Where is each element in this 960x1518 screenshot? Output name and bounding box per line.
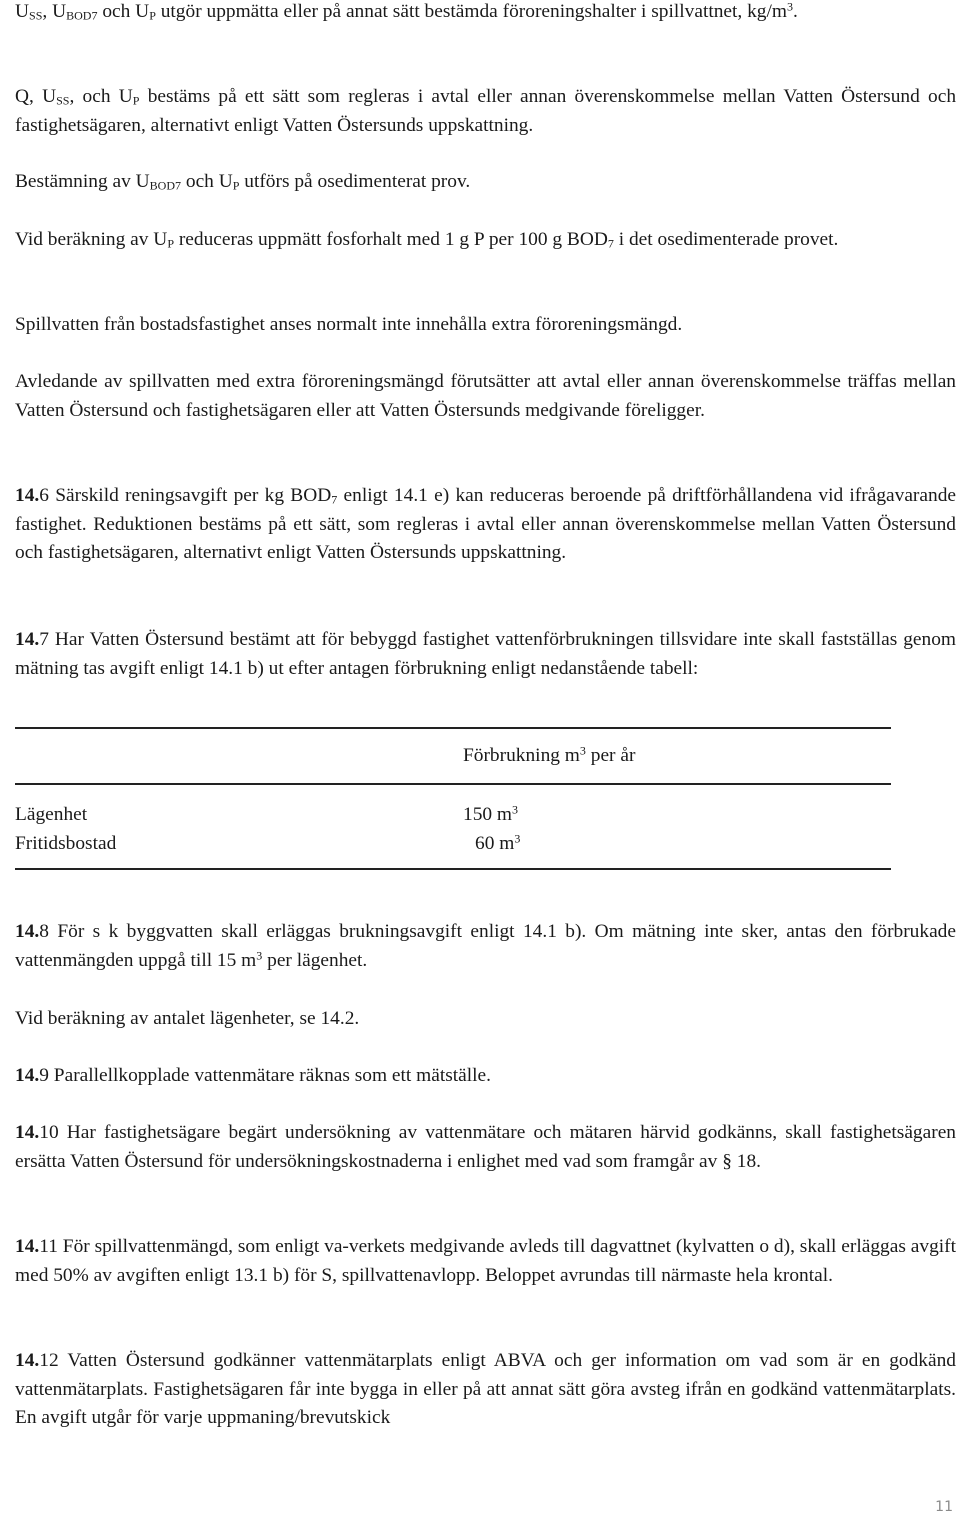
intro-paragraph: $U_{SS}$, $U_{BOD7}$ och $U_P$ utgör uppmätta eller på annat sätt bestämda föroreningshalter i spillvattnet, $kg/m^3$.: [15, 0, 798, 23]
section-14-9: 14.9 Parallellkopplade vattenmätare räknas som ett mätställe.: [15, 1065, 492, 1086]
table-row-label: Fritidsbostad: [15, 833, 117, 854]
paragraph-spillvatten: Spillvatten från bostadsfastighet anses normalt inte innehålla extra föroreningsmängd.: [15, 314, 683, 335]
section-number: 14.: [15, 1065, 40, 1086]
section-14-11: 14.11 För spillvattenmängd, som enligt va-verkets medgivande avleds till dagvattnet (kylvatten o d), skall erläggas avgift med 50% av avgiften enligt 13.1 b) för S, spillvattenavlopp. Beloppet avrundas till närmaste hela krontal.: [15, 1236, 956, 1286]
paragraph-bestamning: Bestämning av $U_{BOD7}$ och $U_P$ utförs på osedimenterat prov.: [15, 171, 471, 193]
section-number: 14.: [15, 921, 40, 942]
section-14-8: 14.8 För s k byggvatten skall erläggas brukningsavgift enligt 14.1 b). Om mätning inte sker, antas den förbrukade vattenmängden uppgå till 15 $m^3$ per lägenhet.: [15, 921, 956, 971]
table-row-value: 150 $m^3$: [463, 802, 519, 825]
paragraph-berakning: Vid beräkning av $U_P$ reduceras uppmätt fosforhalt med 1 g P per 100 g $BOD_7$ i det osedimenterade provet.: [15, 229, 839, 251]
paragraph-q: Q, $U_{SS}$, och $U_P$ bestäms på ett sätt som regleras i avtal eller annan överenskommelse mellan Vatten Östersund och fastighetsägaren, alternativt enligt Vatten Östersunds uppskattning.: [15, 86, 957, 136]
section-14-12: 14.12 Vatten Östersund godkänner vattenmätarplats enligt ABVA och ger information om vad som är en godkänd vattenmätarplats. Fastighetsägaren får inte bygga in eller på att annat sätt göra avsteg ifrån en godkänd vattenmätarplats. En avgift utgår för varje uppmaning/brevutskick: [15, 1350, 956, 1429]
table-row-value: 60 $m^3$: [475, 831, 521, 854]
paragraph-avledande: Avledande av spillvatten med extra föroreningsmängd förutsätter att avtal eller annan överenskommelse träffas mellan Vatten Östersund och fastighetsägaren eller att Vatten Östersunds medgivande föreligger.: [15, 371, 956, 421]
consumption-table: [15, 720, 956, 870]
page-number: 11: [935, 1499, 953, 1515]
table-bottom-rule: [15, 868, 891, 870]
paragraph-lagenheter: Vid beräkning av antalet lägenheter, se 14.2.: [15, 1008, 360, 1029]
table-row-label: Lägenhet: [15, 804, 88, 825]
section-number: 14.: [15, 485, 40, 506]
section-number: 14.: [15, 1122, 40, 1143]
table-top-rule: [15, 727, 891, 729]
section-number: 14.: [15, 629, 40, 650]
section-number: 14.: [15, 1236, 40, 1257]
section-14-6: 14.6 Särskild reningsavgift per kg $BOD_7$ enligt 14.1 e) kan reduceras beroende på driftförhållandena vid ifrågavarande fastighet. Reduktionen bestäms på ett sätt, som regleras i avtal eller annan överenskommelse mellan Vatten Östersund och fastighetsägaren, alternativt enligt Vatten Östersunds uppskattning.: [15, 485, 956, 564]
table-header-rule: [15, 783, 891, 785]
section-number: 14.: [15, 1350, 40, 1371]
section-14-10: 14.10 Har fastighetsägare begärt undersökning av vattenmätare och mätaren härvid godkänns, skall fastighetsägaren ersätta Vatten Östersund för undersökningskostnaderna i enlighet med vad som framgår av § 18.: [15, 1122, 956, 1172]
table-header: Förbrukning $m^3$ per år: [463, 743, 636, 766]
section-14-7: 14.7 Har Vatten Östersund bestämt att för bebyggd fastighet vattenförbrukningen tillsvidare inte skall fastställas genom mätning tas avgift enligt 14.1 b) ut efter antagen förbrukning enligt nedanstående tabell:: [15, 629, 956, 679]
